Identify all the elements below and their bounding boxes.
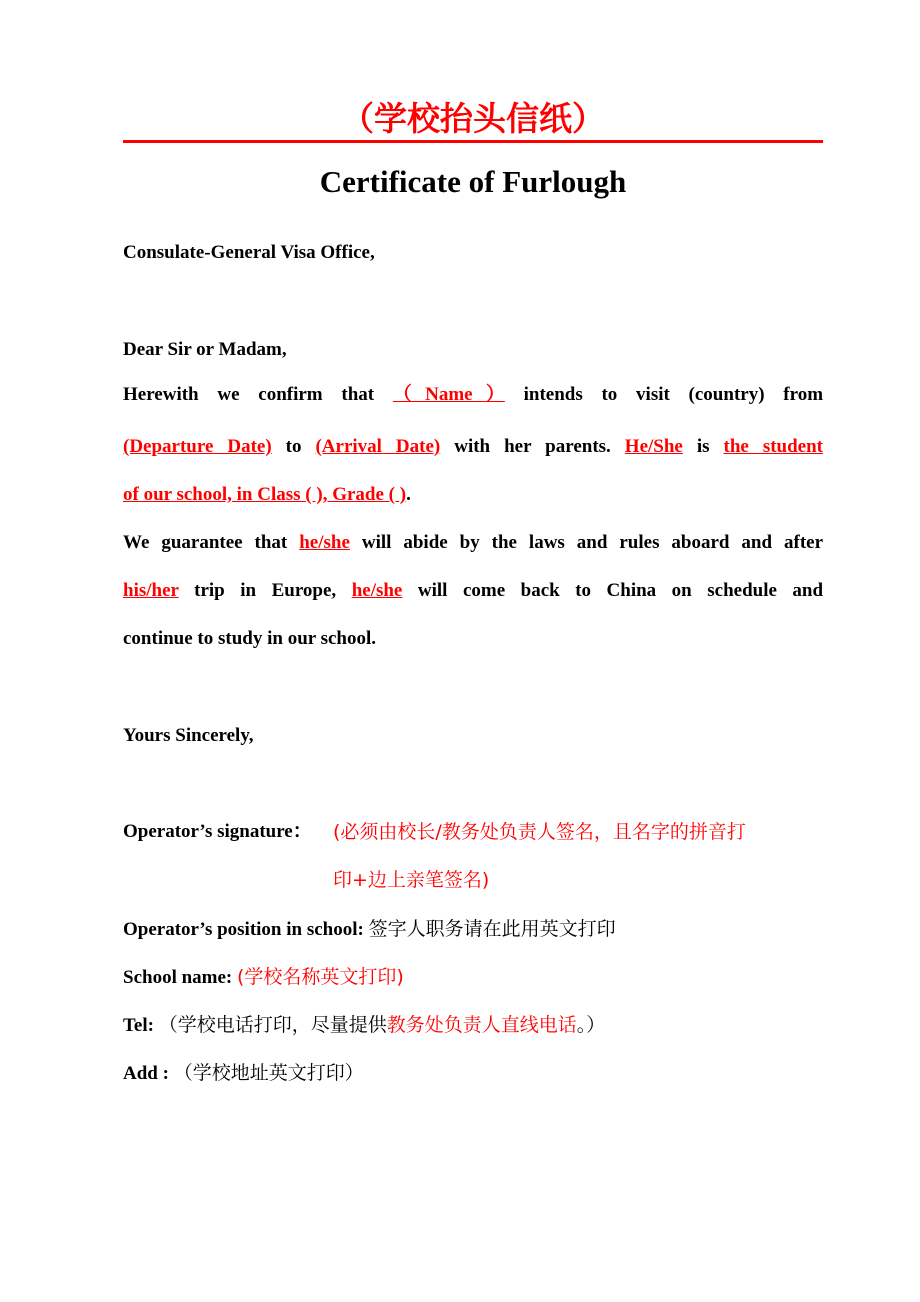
guarantee-line-2: [123, 567, 823, 615]
tel-row: [123, 1001, 823, 1050]
guarantee-text-4: will come back to China on schedule and: [417, 580, 824, 601]
tel-hint-b: 教务处负责人直线电话: [386, 1014, 577, 1036]
school-name-hint: (学校名称英文打印): [237, 966, 404, 988]
guarantee-text-3: trip in Europe,: [194, 580, 337, 601]
student-field-a: the student: [723, 436, 824, 457]
signature-hint-2: 印+边上亲笔签名): [333, 869, 490, 891]
departure-date-field: (Departure Date): [123, 436, 272, 457]
letterhead-rule: [123, 140, 823, 143]
address-hint: （学校地址英文打印）: [173, 1062, 364, 1084]
student-field-b: of our school, in Class ( ), Grade ( ): [123, 484, 407, 505]
confirm-line-3: [123, 471, 823, 519]
address-row: [123, 1049, 823, 1098]
position-row: [123, 905, 823, 954]
with-parents-text: with her parents.: [454, 436, 611, 457]
salutation: Dear Sir or Madam,: [123, 339, 287, 360]
document-title: Certificate of Furlough: [319, 164, 627, 199]
tel-hint-c: 。）: [576, 1014, 606, 1036]
position-label: Operator’s position in school:: [123, 919, 364, 940]
tel-hint-a: （学校电话打印，尽量提供: [158, 1014, 387, 1036]
confirm-line-1: [123, 371, 823, 419]
position-hint: 签字人职务请在此用英文打印: [368, 918, 616, 940]
addressee: Consulate-General Visa Office,: [123, 242, 375, 263]
signature-label: Operator’s signature：: [123, 821, 312, 842]
guarantee-text-2: will abide by the laws and rules aboard and after: [361, 532, 824, 553]
pronoun-field-1: he/she: [299, 532, 350, 553]
school-name-row: [123, 953, 823, 1002]
pronoun-field-3: he/she: [351, 580, 403, 601]
letterhead-placeholder: （学校抬头信纸）: [341, 99, 605, 138]
pronoun-field-2: his/her: [123, 580, 179, 601]
school-name-label: School name:: [123, 967, 233, 988]
is-text: is: [696, 436, 710, 457]
confirm-line-2: [123, 423, 823, 471]
arrival-date-field: (Arrival Date): [315, 436, 441, 457]
period-text: .: [406, 484, 411, 505]
address-label: Add :: [123, 1063, 169, 1084]
pronoun-field: He/She: [624, 436, 683, 457]
guarantee-text-1: We guarantee that: [123, 532, 288, 553]
confirm-text-start: Herewith we confirm that: [123, 384, 375, 405]
closing: Yours Sincerely,: [123, 725, 254, 746]
tel-label: Tel:: [123, 1015, 154, 1036]
name-field: （Name）: [392, 384, 505, 405]
confirm-text-end: intends to visit (country) from: [523, 384, 824, 405]
to-text: to: [285, 436, 302, 457]
signature-hint-1: (必须由校长/教务处负责人签名，且名字的拼音打: [333, 821, 746, 843]
guarantee-line-3: continue to study in our school.: [123, 628, 377, 649]
guarantee-line-1: [123, 519, 823, 567]
